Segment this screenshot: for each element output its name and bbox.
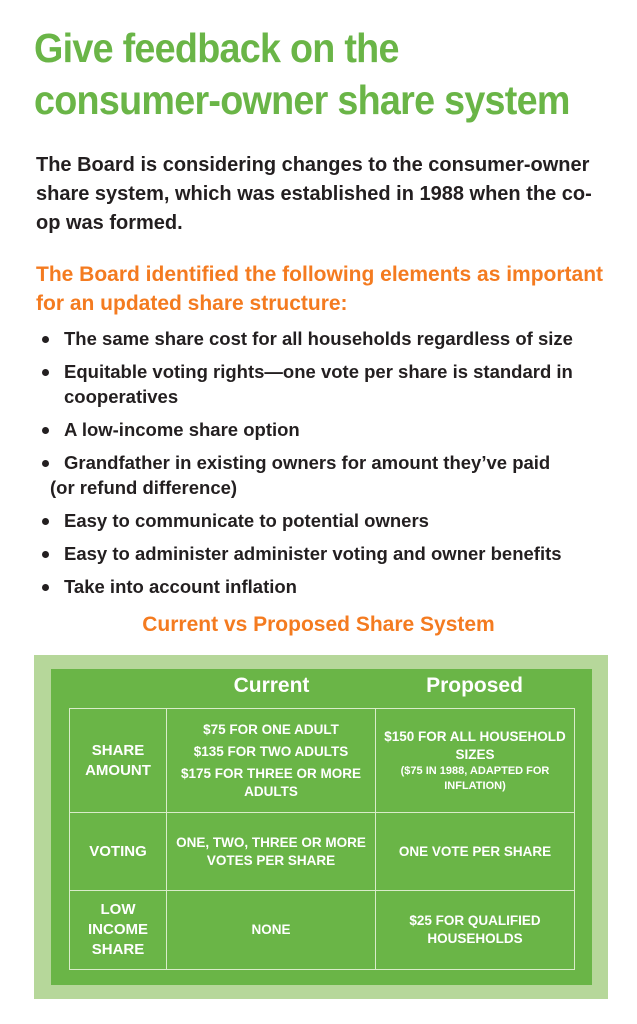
row-label-share-amount: SHARE AMOUNT [70,709,167,813]
table-row [70,709,575,813]
column-header-proposed: Proposed [426,674,523,697]
title-line-1: Give feedback on the [34,25,399,71]
cell-line: $135 FOR TWO ADULTS [193,743,349,759]
row-label-voting: VOTING [70,813,167,891]
cell-proposed-low-income: $25 FOR QUALIFIED HOUSEHOLDS [376,891,575,970]
list-item [36,541,621,566]
cell-line: $150 FOR ALL HOUSEHOLD SIZES [384,728,566,762]
list-item-text: Take into account inflation [64,576,297,597]
list-item [36,417,621,442]
bullet-icon [42,427,49,434]
elements-list [36,326,621,599]
bullet-icon [42,369,49,376]
list-item [36,359,621,409]
elements-subheading: The Board identified the following elements as important for an updated share structure: [36,263,604,315]
cell-current-share-amount [167,709,376,813]
cell-current-voting: ONE, TWO, THREE OR MORE VOTES PER SHARE [167,813,376,891]
row-label-low-income-share: LOW INCOME SHARE [70,891,167,970]
page-title [34,22,586,126]
table-row [70,891,575,970]
list-item-text: Grandfather in existing owners for amount they’ve paid [64,452,551,473]
list-item [36,508,621,533]
title-line-2: consumer-owner share system [34,77,570,123]
cell-line: $75 FOR ONE ADULT [203,721,339,737]
list-item-text: A low-income share option [64,419,300,440]
bullet-icon [42,584,49,591]
comparison-table [69,708,575,970]
bullet-icon [42,336,49,343]
column-header-current: Current [233,674,310,697]
list-item-text: The same share cost for all households regardless of size [64,328,573,349]
cell-proposed-voting: ONE VOTE PER SHARE [376,813,575,891]
bullet-icon [42,518,49,525]
list-item [36,326,621,351]
table-row [70,813,575,891]
cell-current-low-income: NONE [167,891,376,970]
cell-proposed-share-amount [376,709,575,813]
cell-line: $175 FOR THREE OR MORE ADULTS [180,765,362,799]
comparison-table-title: Current vs Proposed Share System [142,613,495,636]
list-item-text: Easy to administer administer voting and owner benefits [64,543,562,564]
list-item-continuation: (or refund difference) [50,477,238,498]
bullet-icon [42,460,49,467]
list-item [36,574,621,599]
list-item-text: Easy to communicate to potential owners [64,510,429,531]
list-item-text: Equitable voting rights—one vote per share is standard in cooperatives [64,361,573,407]
list-item [36,450,621,500]
intro-paragraph: The Board is considering changes to the consumer-owner share system, which was established in 1988 when the co-op was formed. [36,154,592,234]
cell-note: ($75 IN 1988, ADAPTED FOR INFLATION) [400,764,550,792]
bullet-icon [42,551,49,558]
